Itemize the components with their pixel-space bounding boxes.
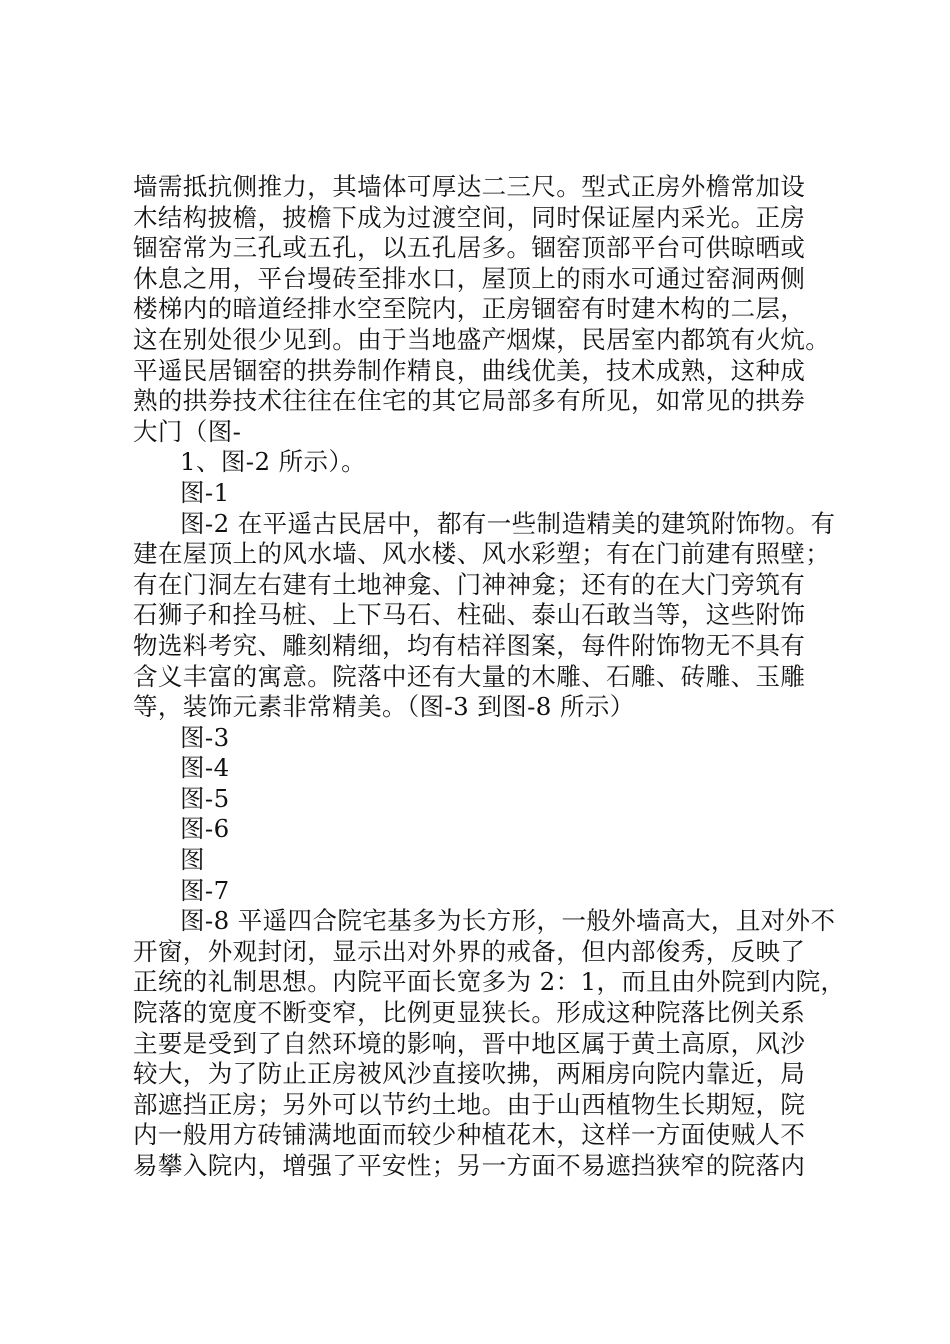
text-line: 开窗，外观封闭，显示出对外界的戒备，但内部俊秀，反映了 [133,936,806,966]
text-line: 图-5 [180,783,230,813]
text-line: 平遥民居锢窑的拱券制作精良，曲线优美，技术成熟，这种成 [133,355,806,385]
text-line: 物选料考究、雕刻精细，均有桔祥图案，每件附饰物无不具有 [133,630,806,660]
text-line: 等，装饰元素非常精美。（图-3 到图-8 所示） [133,692,635,722]
text-line: 图 [180,845,205,875]
text-line: 这在别处很少见到。由于当地盛产烟煤，民居室内都筑有火炕。 [133,324,831,354]
text-line: 木结构披檐，披檐下成为过渡空间，同时保证屋内采光。正房 [133,202,806,232]
text-line: 图-8 平遥四合院宅基多为长方形，一般外墙高大，且对外不 [180,906,836,936]
text-line: 较大，为了防止正房被风沙直接吹拂，两厢房向院内靠近，局 [133,1059,806,1089]
text-line: 休息之用，平台墁砖至排水口，屋顶上的雨水可通过窑洞两侧 [133,263,806,293]
text-line: 楼梯内的暗道经排水空至院内，正房锢窑有时建木构的二层， [133,294,806,324]
text-line: 部遮挡正房；另外可以节约土地。由于山西植物生长期短，院 [133,1089,806,1119]
text-line: 图-7 [180,875,230,905]
text-line: 图-6 [180,814,230,844]
text-line: 石狮子和拴马桩、上下马石、柱础、泰山石敢当等，这些附饰 [133,600,806,630]
text-line: 易攀入院内，增强了平安性；另一方面不易遮挡狭窄的院落内 [133,1151,806,1180]
text-line: 正统的礼制思想。内院平面长宽多为 2：1，而且由外院到内院， [133,967,846,997]
text-line: 墙需抵抗侧推力，其墙体可厚达二三尺。型式正房外檐常加设 [133,172,806,201]
text-line: 熟的拱券技术往往在住宅的其它局部多有所见，如常见的拱券 [133,386,806,416]
text-line: 图-1 [180,477,230,507]
text-line: 锢窑常为三孔或五孔，以五孔居多。锢窑顶部平台可供晾晒或 [133,233,806,263]
text-line: 主要是受到了自然环境的影响，晋中地区属于黄土高原，风沙 [133,1028,806,1058]
text-line: 图-2 在平遥古民居中，都有一些制造精美的建筑附饰物。有 [180,508,836,538]
text-line: 有在门洞左右建有土地神龛、门神神龛；还有的在大门旁筑有 [133,569,806,599]
text-line: 图-4 [180,753,230,783]
text-line: 院落的宽度不断变窄，比例更显狭长。形成这种院落比例关系 [133,998,806,1028]
body-text [133,172,853,1182]
text-line: 含义丰富的寓意。院落中还有大量的木雕、石雕、砖雕、玉雕 [133,661,806,691]
text-line: 内一般用方砖铺满地面而较少种植花木，这样一方面使贼人不 [133,1120,806,1150]
text-line: 图-3 [180,722,230,752]
text-line: 建在屋顶上的风水墙、风水楼、风水彩塑；有在门前建有照壁； [133,539,831,569]
text-line: 1、图-2 所示）。 [180,447,366,477]
text-line: 大门（图- [133,416,242,446]
